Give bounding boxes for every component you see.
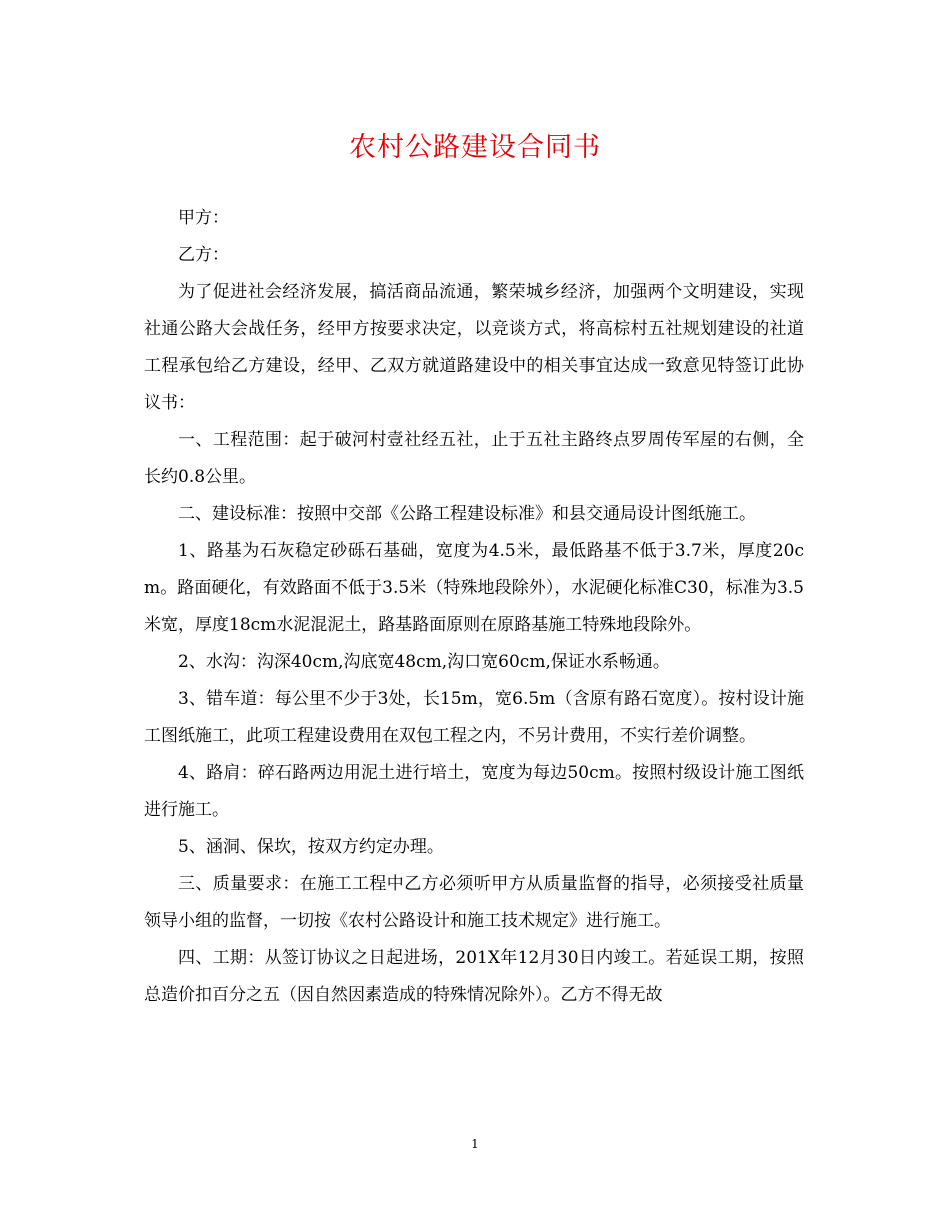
item-culvert: 5、涵洞、保坎，按双方约定办理。 [178,837,444,857]
party-a-line: 甲方： [178,208,229,228]
item-shoulder: 4、路肩：碎石路两边用泥土进行培土，宽度为每边50cm。按照村级设计施工图纸进行施工。 [144,763,804,820]
section-scope: 一、工程范围：起于破河村壹社经五社，止于五社主路终点罗周传军屋的右侧，全长约0.8公里。 [144,430,804,487]
preamble-paragraph: 为了促进社会经济发展，搞活商品流通，繁荣城乡经济，加强两个文明建设，实现社通公路大会战任务，经甲方按要求决定，以竞谈方式，将高棕村五社规划建设的社道工程承包给乙方建设，经甲、乙双方就道路建设中的相关事宜达成一致意见特签订此协议书： [144,282,804,413]
section-schedule: 四、工期：从签订协议之日起进场，201X年12月30日内竣工。若延误工期，按照总造价扣百分之五（因自然因素造成的特殊情况除外）。乙方不得无故 [144,948,805,1005]
page-number: 1 [471,1137,479,1151]
party-b-line: 乙方： [178,245,229,265]
item-roadbed: 1、路基为石灰稳定砂砾石基础，宽度为4.5米，最低路基不低于3.7米，厚度20cm。路面硬化，有效路面不低于3.5米（特殊地段除外），水泥硬化标准C30，标准为3.5米宽，厚度18cm水泥混泥土，路基路面原则在原路基施工特殊地段除外。 [144,541,804,635]
document-body [144,200,804,1014]
section-standards: 二、建设标准：按照中交部《公路工程建设标准》和县交通局设计图纸施工。 [178,504,756,524]
item-ditch: 2、水沟：沟深40cm,沟底宽48cm,沟口宽60cm,保证水系畅通。 [178,652,670,672]
document-title: 农村公路建设合同书 [349,132,601,163]
section-quality: 三、质量要求：在施工工程中乙方必须听甲方从质量监督的指导，必须接受社质量领导小组的监督，一切按《农村公路设计和施工技术规定》进行施工。 [144,874,804,931]
item-passing-lane: 3、错车道：每公里不少于3处，长15m，宽6.5m（含原有路石宽度）。按村设计施工图纸施工，此项工程建设费用在双包工程之内，不另计费用，不实行差价调整。 [144,689,804,746]
